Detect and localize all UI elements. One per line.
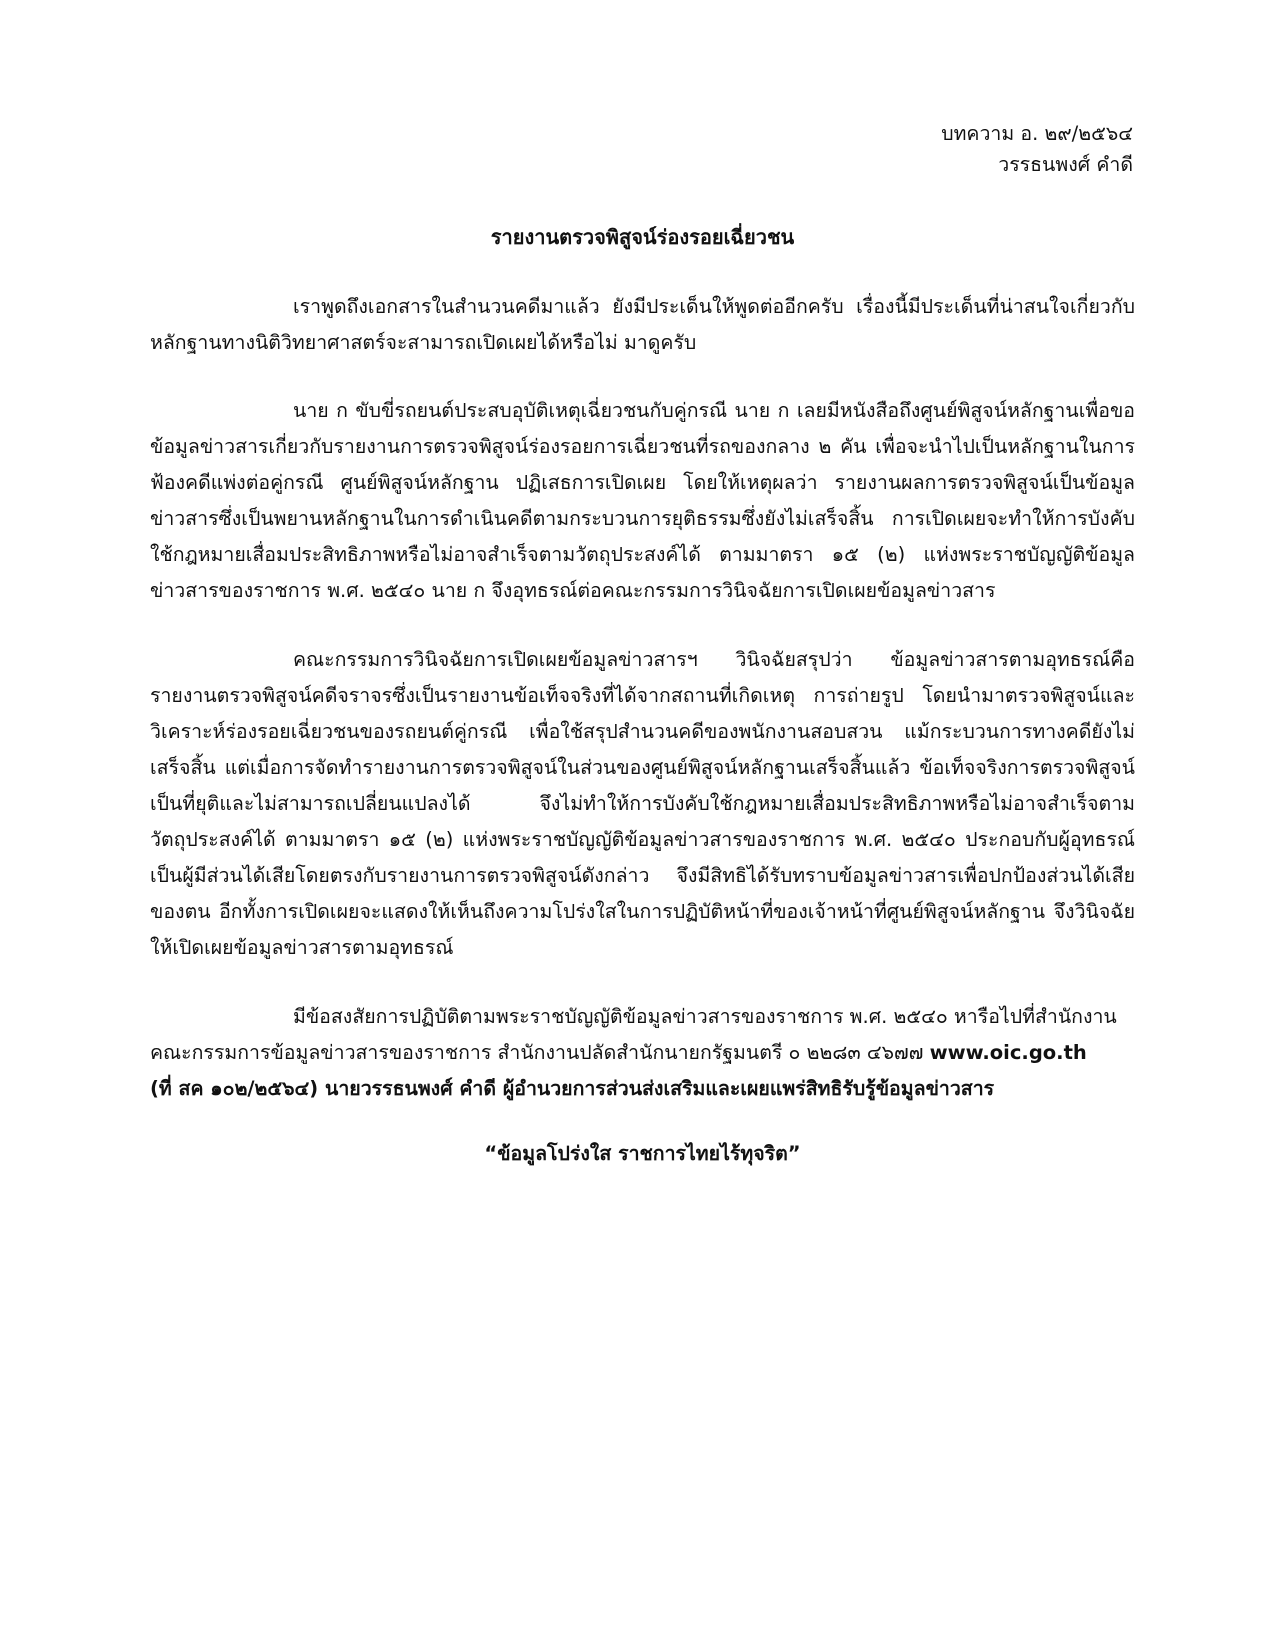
- contact-line-3: (ที่ สค ๑๐๒/๒๕๖๔) นายวรรธนพงศ์ คำดี ผู้อำนวยการส่วนส่งเสริมและเผยแพร่สิทธิรับรู้ข้อมูลข่าวสาร: [150, 1077, 995, 1100]
- contact-block: [150, 999, 1135, 1107]
- author-name: วรรธนพงศ์ คำดี: [998, 153, 1133, 176]
- paragraph-intro: เราพูดถึงเอกสารในสำนวนคดีมาแล้ว ยังมีประเด็นให้พูดต่ออีกครับ เรื่องนี้มีประเด็นที่น่าสนใจเกี่ยวกับหลักฐานทางนิติวิทยาศาสตร์จะสามารถเปิดเผยได้หรือไม่ มาดูครับ: [150, 295, 1135, 354]
- paragraph-decision: คณะกรรมการวินิจฉัยการเปิดเผยข้อมูลข่าวสารฯ วินิจฉัยสรุปว่า ข้อมูลข่าวสารตามอุทธรณ์คือรายงานตรวจพิสูจน์คดีจราจรซึ่งเป็นรายงานข้อเท็จจริงที่ได้จากสถานที่เกิดเหตุ การถ่ายรูป โดยนำมาตรวจพิสูจน์และวิเคราะห์ร่องรอยเฉี่ยวชนของรถยนต์คู่กรณี เพื่อใช้สรุปสำนวนคดีของพนักงานสอบสวน แม้กระบวนการทางคดียังไม่เสร็จสิ้น แต่เมื่อการจัดทำรายงานการตรวจพิสูจน์ในส่วนของศูนย์พิสูจน์หลักฐานเสร็จสิ้นแล้ว ข้อเท็จจริงการตรวจพิสูจน์เป็นที่ยุติและไม่สามารถเปลี่ยนแปลงได้ จึงไม่ทำให้การบังคับใช้กฎหมายเสื่อมประสิทธิภาพหรือไม่อาจสำเร็จตามวัตถุประสงค์ได้ ตามมาตรา ๑๕ (๒) แห่งพระราชบัญญัติข้อมูลข่าวสารของราชการ พ.ศ. ๒๕๔๐ ประกอบกับผู้อุทธรณ์เป็นผู้มีส่วนได้เสียโดยตรงกับรายงานการตรวจพิสูจน์ดังกล่าว จึงมีสิทธิได้รับทราบข้อมูลข่าวสารเพื่อปกป้องส่วนได้เสียของตน อีกทั้งการเปิดเผยจะแสดงให้เห็นถึงความโปร่งใสในการปฏิบัติหน้าที่ของเจ้าหน้าที่ศูนย์พิสูจน์หลักฐาน จึงวินิจฉัยให้เปิดเผยข้อมูลข่าวสารตามอุทธรณ์: [150, 648, 1135, 959]
- article-reference: บทความ อ. ๒๙/๒๕๖๔: [941, 122, 1133, 145]
- contact-office-phone: คณะกรรมการข้อมูลข่าวสารของราชการ สำนักงานปลัดสำนักนายกรัฐมนตรี ๐ ๒๒๘๓ ๔๖๗๗: [150, 1041, 930, 1064]
- contact-line-2: [150, 1035, 1135, 1071]
- website-link[interactable]: www.oic.go.th: [929, 1041, 1087, 1064]
- slogan: “ข้อมูลโปร่งใส ราชการไทยไร้ทุจริต”: [484, 1142, 801, 1165]
- paragraph-case: นาย ก ขับขี่รถยนต์ประสบอุบัติเหตุเฉี่ยวชนกับคู่กรณี นาย ก เลยมีหนังสือถึงศูนย์พิสูจน์หลักฐานเพื่อขอข้อมูลข่าวสารเกี่ยวกับรายงานการตรวจพิสูจน์ร่องรอยการเฉี่ยวชนที่รถของกลาง ๒ คัน เพื่อจะนำไปเป็นหลักฐานในการฟ้องคดีแพ่งต่อคู่กรณี ศูนย์พิสูจน์หลักฐาน ปฏิเสธการเปิดเผย โดยให้เหตุผลว่า รายงานผลการตรวจพิสูจน์เป็นข้อมูลข่าวสารซึ่งเป็นพยานหลักฐานในการดำเนินคดีตามกระบวนการยุติธรรมซึ่งยังไม่เสร็จสิ้น การเปิดเผยจะทำให้การบังคับใช้กฎหมายเสื่อมประสิทธิภาพหรือไม่อาจสำเร็จตามวัตถุประสงค์ได้ ตามมาตรา ๑๕ (๒) แห่งพระราชบัญญัติข้อมูลข่าวสารของราชการ พ.ศ. ๒๕๔๐ นาย ก จึงอุทธรณ์ต่อคณะกรรมการวินิจฉัยการเปิดเผยข้อมูลข่าวสาร: [150, 399, 1135, 602]
- document-title: รายงานตรวจพิสูจน์ร่องรอยเฉี่ยวชน: [490, 225, 795, 249]
- contact-line-1: มีข้อสงสัยการปฏิบัติตามพระราชบัญญัติข้อมูลข่าวสารของราชการ พ.ศ. ๒๕๔๐ หารือไปที่สำนักงาน: [293, 1005, 1117, 1028]
